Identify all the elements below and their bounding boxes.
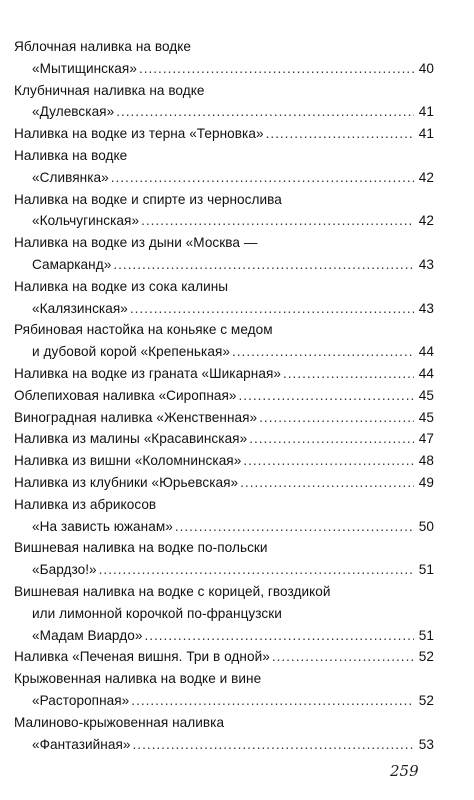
toc-entry-last-line	[14, 385, 434, 407]
toc-entry-page: 43	[418, 300, 434, 316]
dot-leader	[283, 363, 414, 385]
toc-entry-title: «На зависть южанам»	[32, 518, 173, 534]
toc-entry-title: Виноградная наливка «Женственная»	[14, 409, 258, 425]
toc-entry	[14, 276, 434, 320]
toc-entry-title: «Мытищинская»	[32, 60, 137, 76]
dot-leader	[113, 254, 414, 276]
toc-entry-page: 52	[418, 649, 434, 665]
toc-entry-line: Наливка на водке и спирте из чернослива	[14, 191, 282, 207]
toc-entry-last-line	[14, 516, 434, 538]
toc-entry-page: 52	[418, 692, 434, 708]
toc-entry	[14, 494, 434, 538]
toc-entry	[14, 407, 434, 429]
toc-entry-line: Наливка на водке из сока калины	[14, 278, 229, 294]
dot-leader	[131, 690, 414, 712]
toc-entry-page: 49	[418, 474, 434, 490]
dot-leader	[133, 734, 414, 756]
toc-entry-last-line	[14, 123, 434, 145]
toc-entry	[14, 385, 434, 407]
toc-entry-last-line	[14, 559, 434, 581]
toc-entry-line: Яблочная наливка на водке	[14, 39, 192, 54]
toc-entry-page: 44	[418, 365, 434, 381]
toc-entry-last-line	[14, 690, 434, 712]
toc-entry-page: 41	[418, 126, 434, 142]
toc-entry-title: «Сливянка»	[32, 169, 109, 185]
toc-entry-last-line	[14, 407, 434, 429]
toc-entry-page: 42	[418, 169, 434, 185]
toc-entry-title: Наливка «Печеная вишня. Три в одной»	[14, 649, 270, 665]
toc-entry	[14, 80, 434, 124]
toc-entry	[14, 189, 434, 233]
toc-entry-page: 45	[418, 387, 434, 403]
dot-leader	[144, 625, 414, 647]
dot-leader	[130, 298, 414, 320]
toc-entry-last-line	[14, 298, 434, 320]
toc-entry-page: 48	[418, 453, 434, 469]
toc-entry-line: Наливка из абрикосов	[14, 496, 157, 512]
page-number: 259	[390, 762, 419, 780]
toc-entry	[14, 232, 434, 276]
toc-entry	[14, 712, 434, 756]
toc-entry-line: Рябиновая настойка на коньяке с медом	[14, 322, 273, 338]
toc-entry	[14, 428, 434, 450]
toc-entry-title: «Дулевская»	[32, 104, 115, 120]
toc-entry-line: Вишневая наливка на водке по-польски	[14, 540, 268, 556]
toc-entry-page: 50	[418, 518, 434, 534]
toc-entry	[14, 668, 434, 712]
toc-entry-page: 51	[418, 562, 434, 578]
toc-entry-last-line	[14, 254, 434, 276]
toc-entry-page: 41	[418, 104, 434, 120]
dot-leader	[175, 516, 414, 538]
toc-entry-page: 45	[418, 409, 434, 425]
toc-entry-title: и дубовой корой «Крепенькая»	[32, 344, 230, 360]
toc-entry-last-line	[14, 210, 434, 232]
toc-entry	[14, 450, 434, 472]
toc-entry	[14, 319, 434, 363]
toc-entry-last-line	[14, 734, 434, 756]
toc-entry	[14, 581, 434, 646]
toc-entry-line: Вишневая наливка на водке с корицей, гвоздикой	[14, 583, 331, 599]
toc-entry-last-line	[14, 646, 434, 668]
toc-entry-page: 51	[418, 627, 434, 643]
toc-entry	[14, 36, 434, 80]
toc-entry-last-line	[14, 625, 434, 647]
dot-leader	[239, 385, 414, 407]
toc-entry-title: «Фантазийная»	[32, 736, 131, 752]
toc-entry-last-line	[14, 58, 434, 80]
toc-entry	[14, 123, 434, 145]
toc-entry-page: 53	[418, 736, 434, 752]
dot-leader	[99, 559, 414, 581]
dot-leader	[232, 341, 414, 363]
toc-entry-title: «Кольчугинская»	[32, 213, 140, 229]
toc-entry-line: Малиново-крыжовенная наливка	[14, 714, 225, 730]
toc-entry-page: 47	[418, 431, 434, 447]
toc-entry	[14, 537, 434, 581]
toc-entry-last-line	[14, 101, 434, 123]
dot-leader	[243, 450, 414, 472]
toc-entry-last-line	[14, 450, 434, 472]
table-of-contents	[14, 36, 434, 755]
toc-entry-last-line	[14, 167, 434, 189]
toc-entry	[14, 472, 434, 494]
dot-leader	[139, 58, 414, 80]
toc-entry-title: «Бардзо!»	[32, 562, 97, 578]
toc-entry-title: Наливка из малины «Красавинская»	[14, 431, 248, 447]
dot-leader	[266, 123, 414, 145]
dot-leader	[116, 101, 414, 123]
toc-entry-line: или лимонной корочкой по-французски	[32, 605, 282, 621]
toc-entry-title: Наливка из клубники «Юрьевская»	[14, 474, 239, 490]
toc-entry-title: «Расторопная»	[32, 692, 130, 708]
toc-entry-title: Облепиховая наливка «Сиропная»	[14, 387, 237, 403]
dot-leader	[141, 210, 414, 232]
toc-entry-title: Самарканд»	[32, 256, 112, 272]
dot-leader	[240, 472, 414, 494]
toc-entry-page: 44	[418, 344, 434, 360]
toc-entry-title: Наливка из вишни «Коломнинская»	[14, 453, 242, 469]
toc-entry	[14, 363, 434, 385]
toc-entry-page: 43	[418, 256, 434, 272]
dot-leader	[249, 428, 414, 450]
toc-entry	[14, 646, 434, 668]
toc-entry-line: Наливка на водке	[14, 147, 128, 163]
toc-entry-last-line	[14, 363, 434, 385]
toc-entry-title: «Мадам Виардо»	[32, 627, 143, 643]
toc-entry-line: Крыжовенная наливка на водке и вине	[14, 671, 262, 687]
dot-leader	[272, 646, 414, 668]
toc-entry-line: Наливка на водке из дыни «Москва —	[14, 235, 258, 251]
toc-entry-page: 42	[418, 213, 434, 229]
toc-entry-page: 40	[418, 60, 434, 76]
toc-entry-title: Наливка на водке из терна «Терновка»	[14, 126, 264, 142]
dot-leader	[111, 167, 414, 189]
toc-entry-last-line	[14, 428, 434, 450]
toc-entry-last-line	[14, 472, 434, 494]
toc-entry-last-line	[14, 341, 434, 363]
toc-entry-title: «Калязинская»	[32, 300, 128, 316]
toc-entry-title: Наливка на водке из граната «Шикарная»	[14, 365, 281, 381]
toc-entry-line: Клубничная наливка на водке	[14, 82, 205, 98]
dot-leader	[259, 407, 414, 429]
toc-entry	[14, 145, 434, 189]
